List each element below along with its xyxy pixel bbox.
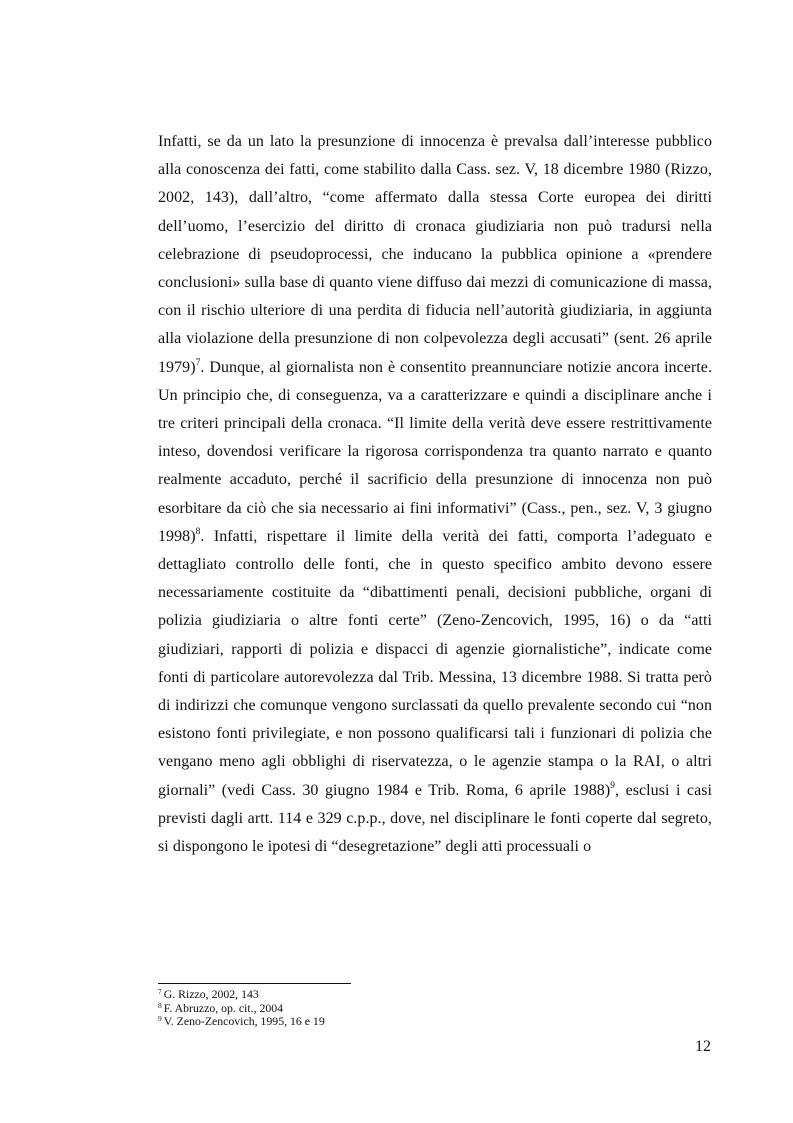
text-segment: , esclusi i casi previsti dagli artt. 114 e 329 c.p.p., dove, nel disciplinare le fonti coperte dal segreto, si dispongono le ipotesi di “desegretazione” degli atti processuali o [158, 781, 713, 856]
footnote-separator [158, 983, 351, 984]
text-segment: . Dunque, al giornalista non è consentito preannunciare notizie ancora incerte. Un principio che, di conseguenza, va a caratterizzare e quindi a disciplinare anche i tre criteri principali della cronaca. “Il limite della verità deve essere restrittivamente inteso, dovendosi verificare la rigorosa corrispondenza tra quanto narrato e quanto realmente accaduto, perché il sacrificio della presunzione di innocenza non può esorbitare da ciò che sia necessario ai fini informativi” (Cass., pen., sez. V, 3 giugno 1998) [158, 358, 712, 545]
footnote-number: 9 [158, 1014, 162, 1024]
footnote-number: 8 [158, 1000, 162, 1010]
footnotes [158, 988, 712, 1029]
footnote-text: F. Abruzzo, op. cit., 2004 [163, 1000, 284, 1015]
footnote-7 [158, 988, 712, 1002]
footnote-ref-9[interactable]: 9 [610, 780, 616, 791]
footnote-ref-8[interactable]: 8 [195, 526, 201, 537]
footnote-number: 7 [158, 987, 162, 996]
body-text [158, 128, 712, 861]
footnote-9 [158, 1015, 712, 1029]
footnote-text: G. Rizzo, 2002, 143 [163, 987, 259, 1001]
footnote-8 [158, 1002, 712, 1016]
footnote-text: V. Zeno-Zencovich, 1995, 16 e 19 [163, 1014, 325, 1029]
footnote-ref-7[interactable]: 7 [195, 357, 201, 368]
text-segment: . Infatti, rispettare il limite della verità dei fatti, comporta l’adeguato e dettagliato controllo delle fonti, che in questo specifico ambito devono essere necessariamente costituite da “dibattimenti penali, decisioni pubbliche, organi di polizia giudiziaria o altre fonti certe” (Zeno-Zencovich, 1995, 16) o da “atti giudiziari, rapporti di polizia e dispacci di agenzie giornalistiche”, indicate come fonti di particolare autorevolezza dal Trib. Messina, 13 dicembre 1988. Si tratta però di indirizzi che comunque vengono surclassati da quello prevalente secondo cui “non esistono fonti privilegiate, e non possono qualificarsi tali i funzionari di polizia che vengano meno agli obblighi di riservatezza, o le agenzie stampa o la RAI, o altri giornali” (vedi Cass. 30 giugno 1984 e Trib. Roma, 6 aprile 1988) [158, 527, 712, 799]
page-number: 12 [695, 1038, 711, 1055]
text-segment: Infatti, se da un lato la presunzione di innocenza è prevalsa dall’interesse pubblico alla conoscenza dei fatti, come stabilito dalla Cass. sez. V, 18 dicembre 1980 (Rizzo, 2002, 143), dall’altro, “come affermato dalla stessa Corte europea dei diritti dell’uomo, l’esercizio del diritto di cronaca giudiziaria non può tradursi nella celebrazione di pseudoprocessi, che inducano la pubblica opinione a «prendere conclusioni» sulla base di quanto viene diffuso dai mezzi di comunicazione di massa, con il rischio ulteriore di una perdita di fiducia nell’autorità giudiziaria, in aggiunta alla violazione della presunzione di non colpevolezza degli accusati” (sent. 26 aprile 1979) [158, 133, 712, 376]
paragraph [158, 128, 712, 861]
